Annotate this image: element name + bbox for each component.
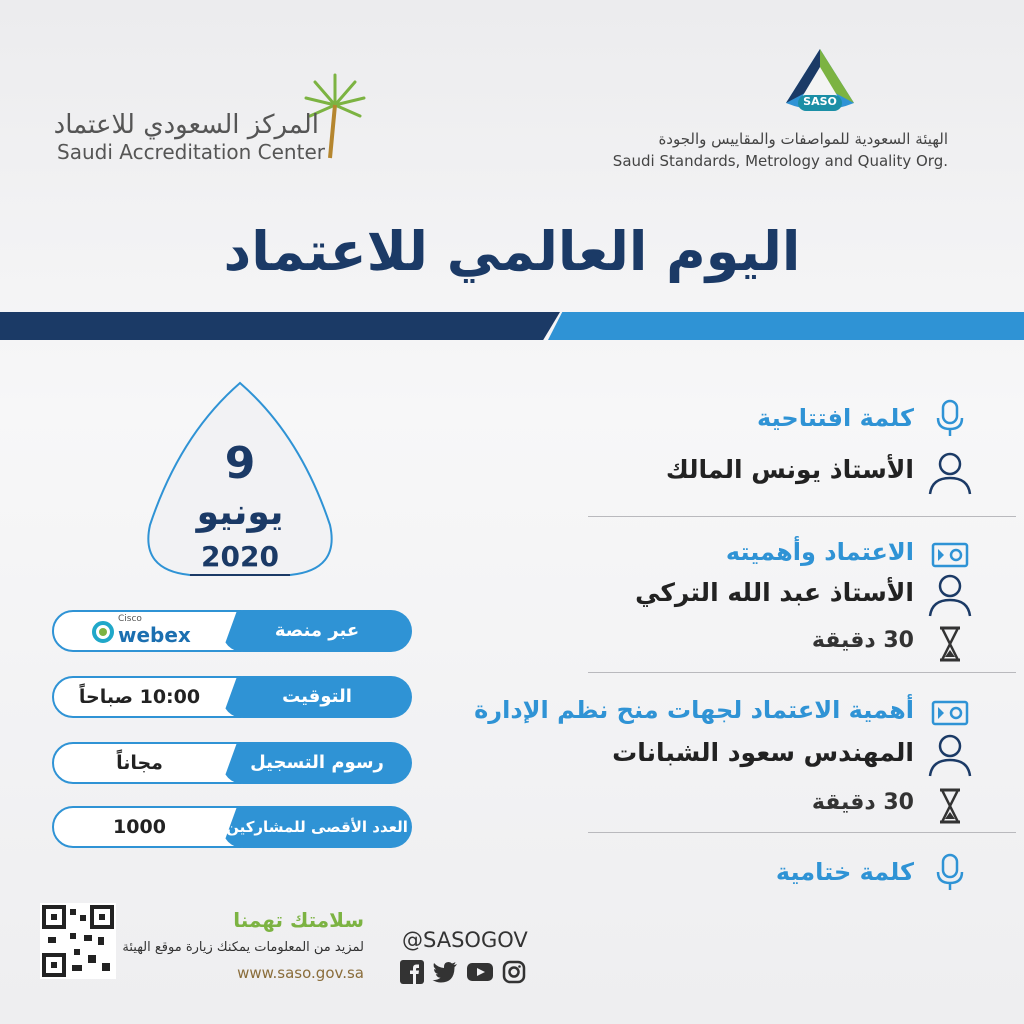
agenda-title: أهمية الاعتماد لجهات منح نظم الإدارة [474,696,914,724]
saso-logo-icon [780,45,860,120]
info-fee [52,742,412,784]
agenda-separator [588,672,1016,673]
date-day: 9 [224,438,256,489]
saso-badge-label: SASO [803,95,837,108]
webex-label: webex [118,623,191,647]
webex-logo-icon [92,621,114,643]
agenda-title: كلمة افتتاحية [757,404,914,432]
slogan: سلامتك تهمنا [233,908,364,932]
info-label: رسوم التسجيل [250,752,384,773]
speaker-person-icon [926,448,974,496]
info-label: التوقيت [282,686,352,707]
agenda-speaker: الأستاذ يونس المالك [665,455,914,484]
social-handle[interactable]: @SASOGOV [402,928,528,952]
saso-name-en: Saudi Standards, Metrology and Quality Org. [612,152,948,170]
hourglass-icon [930,624,970,664]
qr-code-icon[interactable] [40,903,116,979]
facebook-icon[interactable] [400,960,424,984]
speaker-person-icon [926,570,974,618]
info-time [52,676,412,718]
microphone-icon [930,852,970,892]
date-month: يونيو [196,492,284,533]
info-label: العدد الأقصى للمشاركين [226,818,408,836]
video-camera-icon [930,534,970,574]
page-title: اليوم العالمي للاعتماد [223,220,801,283]
agenda-duration: 30 دقيقة [811,628,914,653]
microphone-icon [930,398,970,438]
video-camera-icon [930,692,970,732]
info-platform [52,610,412,652]
agenda-duration: 30 دقيقة [811,790,914,815]
sac-name-en: Saudi Accreditation Center [57,140,325,164]
info-capacity [52,806,412,848]
hourglass-icon [930,786,970,826]
sac-name-ar: المركز السعودي للاعتماد [53,110,319,140]
info-value: مجاناً [116,752,163,774]
date-year: 2020 [201,540,279,573]
instagram-icon[interactable] [502,960,526,984]
twitter-icon[interactable] [432,960,458,984]
agenda-separator [588,832,1016,833]
agenda-title: الاعتماد وأهميته [725,538,914,566]
youtube-icon[interactable] [466,960,494,984]
agenda-speaker: المهندس سعود الشبانات [612,738,914,767]
more-info-text: لمزيد من المعلومات يمكنك زيارة موقع الهيئة [122,940,364,955]
speaker-person-icon [926,730,974,778]
agenda-speaker: الأستاذ عبد الله التركي [635,578,914,607]
saso-name-ar: الهيئة السعودية للمواصفات والمقاييس والجودة [658,130,948,148]
info-value: 10:00 صباحاً [78,686,201,708]
webex-small-label: Cisco [118,614,142,624]
info-value: 1000 [113,816,166,838]
agenda-separator [588,516,1016,517]
divider-band-navy [0,312,560,340]
agenda-title: كلمة ختامية [775,858,914,886]
website-link[interactable]: www.saso.gov.sa [237,964,364,982]
info-label: عبر منصة [274,620,360,641]
divider-band-blue [548,312,1024,340]
